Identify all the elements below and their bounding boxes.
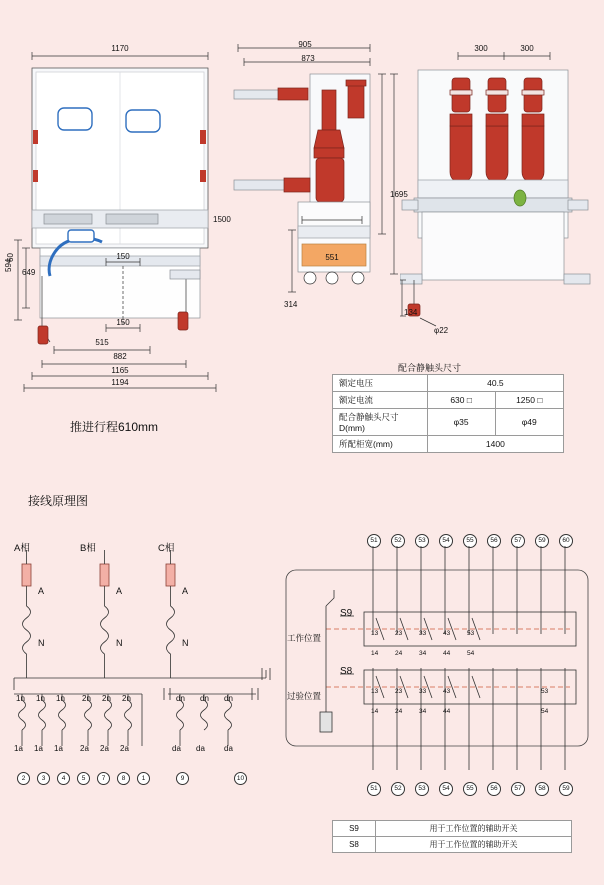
- dim-rear-134: 134: [404, 308, 418, 317]
- spec-label-contact-d: 配合静触头尺寸D(mm): [333, 409, 428, 436]
- dim-front-594: 594: [4, 258, 13, 272]
- terminal-top-57[interactable]: 57: [511, 534, 525, 548]
- dim-front-515: 515: [95, 338, 109, 347]
- s8-contact-34: 34: [419, 708, 427, 715]
- terminal-top-54[interactable]: 54: [439, 534, 453, 548]
- legend-key-s8: S8: [333, 837, 376, 853]
- front-view-caption: 推进行程610mm: [70, 420, 159, 434]
- terminal-4[interactable]: 4: [57, 772, 70, 785]
- s9-contact-24: 24: [395, 650, 403, 657]
- terminal-9[interactable]: 9: [176, 772, 189, 785]
- terminal-top-51[interactable]: 51: [367, 534, 381, 548]
- spec-table-title: 配合静触头尺寸: [398, 363, 462, 373]
- dim-front-150-top: 150: [116, 252, 130, 261]
- s8-contact-44: 44: [443, 708, 451, 715]
- s8-contact-53: 53: [541, 688, 549, 695]
- spec-label-current: 额定电流: [333, 392, 428, 409]
- side-view-drawing: [222, 30, 402, 360]
- phase-label-c: C相: [158, 543, 175, 554]
- s8-position-label: 过验位置: [287, 691, 322, 701]
- ct-label-2a-c: 2a: [120, 744, 129, 753]
- table-row: [333, 436, 564, 453]
- terminal-bottom-59[interactable]: 59: [559, 782, 573, 796]
- dim-front-649: 649: [22, 268, 36, 277]
- ct-label-2n-a: 2n: [82, 694, 91, 703]
- s9-contact-34: 34: [419, 650, 427, 657]
- terminal-5[interactable]: 5: [77, 772, 90, 785]
- ct-label-2a-b: 2a: [100, 744, 109, 753]
- dim-rear-300-left: 300: [474, 44, 488, 53]
- coil-label-a3: A: [182, 586, 189, 596]
- s9-contact-14: 14: [371, 650, 379, 657]
- dim-side-551: 551: [325, 253, 339, 262]
- table-row: [333, 821, 572, 837]
- ct-label-1n-c: 1n: [56, 694, 65, 703]
- s9-contact-43: 43: [443, 630, 451, 637]
- spec-value-cabinet-width: 1400: [427, 436, 563, 453]
- auxiliary-switch-schematic: [280, 546, 596, 792]
- dim-front-1165: 1165: [111, 366, 129, 375]
- ct-schematic: [8, 550, 288, 780]
- terminal-bottom-55[interactable]: 55: [463, 782, 477, 796]
- terminal-top-56[interactable]: 56: [487, 534, 501, 548]
- dim-side-873: 873: [301, 54, 315, 63]
- terminal-top-52[interactable]: 52: [391, 534, 405, 548]
- spec-value-current-630: 630 □: [427, 392, 495, 409]
- terminal-bottom-58[interactable]: 58: [535, 782, 549, 796]
- front-view-drawing: [10, 30, 240, 400]
- s8-contact-43: 43: [443, 688, 451, 695]
- ct-label-1n-a: 1n: [16, 694, 25, 703]
- spec-label-voltage: 额定电压: [333, 375, 428, 392]
- dim-front-150-bottom: 150: [116, 318, 130, 327]
- terminal-10[interactable]: 10: [234, 772, 247, 785]
- spec-value-d49: φ49: [495, 409, 563, 436]
- ct-label-1n-b: 1n: [36, 694, 45, 703]
- ct-label-dn-b: dn: [200, 694, 209, 703]
- ct-label-1a-b: 1a: [34, 744, 43, 753]
- spec-table: [332, 374, 564, 453]
- spec-value-current-1250: 1250 □: [495, 392, 563, 409]
- ct-label-1a-c: 1a: [54, 744, 63, 753]
- legend-desc-s9: 用于工作位置的辅助开关: [376, 821, 572, 837]
- dim-front-1194: 1194: [111, 378, 129, 387]
- coil-label-a2: A: [116, 586, 123, 596]
- switch-name-s8: S8: [340, 666, 353, 677]
- rear-view-drawing: [400, 30, 596, 360]
- ct-label-2a-a: 2a: [80, 744, 89, 753]
- s8-contact-24: 24: [395, 708, 403, 715]
- switch-name-s9: S9: [340, 608, 353, 619]
- phase-label-a: A相: [14, 543, 30, 554]
- s8-contact-13: 13: [371, 688, 379, 695]
- ct-label-dn-c: dn: [224, 694, 233, 703]
- table-row: [333, 375, 564, 392]
- dim-front-60: 60: [6, 253, 15, 262]
- terminal-bottom-51[interactable]: 51: [367, 782, 381, 796]
- spec-value-voltage: 40.5: [427, 375, 563, 392]
- s8-contact-54: 54: [541, 708, 549, 715]
- coil-label-n3: N: [182, 638, 189, 648]
- coil-label-n1: N: [38, 638, 45, 648]
- ct-label-2n-b: 2n: [102, 694, 111, 703]
- terminal-top-60[interactable]: 60: [559, 534, 573, 548]
- legend-desc-s8: 用于工作位置的辅助开关: [376, 837, 572, 853]
- dim-side-905: 905: [298, 40, 312, 49]
- s8-contact-14: 14: [371, 708, 379, 715]
- terminal-3[interactable]: 3: [37, 772, 50, 785]
- s9-contact-44: 44: [443, 650, 451, 657]
- s9-contact-54: 54: [467, 650, 475, 657]
- ct-label-da-b: da: [196, 744, 205, 753]
- ct-label-da-c: da: [224, 744, 233, 753]
- s9-contact-53: 53: [467, 630, 475, 637]
- table-row: [333, 837, 572, 853]
- dim-front-882: 882: [113, 352, 127, 361]
- dim-side-1500: 1500: [213, 215, 231, 224]
- terminal-top-59[interactable]: 59: [535, 534, 549, 548]
- terminal-2[interactable]: 2: [17, 772, 30, 785]
- spec-value-d35: φ35: [427, 409, 495, 436]
- ct-label-1a-a: 1a: [14, 744, 23, 753]
- s9-position-label: 工作位置: [287, 633, 322, 643]
- terminal-bottom-56[interactable]: 56: [487, 782, 501, 796]
- ct-label-2n-c: 2n: [122, 694, 131, 703]
- s9-contact-13: 13: [371, 630, 379, 637]
- terminal-bottom-52[interactable]: 52: [391, 782, 405, 796]
- dim-front-1170: 1170: [111, 44, 129, 53]
- terminal-bottom-54[interactable]: 54: [439, 782, 453, 796]
- terminal-1[interactable]: 1: [137, 772, 150, 785]
- coil-label-a1: A: [38, 586, 45, 596]
- table-row: [333, 392, 564, 409]
- wiring-title: 接线原理图: [28, 494, 89, 508]
- s8-contact-23: 23: [395, 688, 403, 695]
- dim-rear-phi22: φ22: [434, 326, 449, 335]
- dim-rear-300-right: 300: [520, 44, 534, 53]
- ct-label-da-a: da: [172, 744, 181, 753]
- terminal-bottom-57[interactable]: 57: [511, 782, 525, 796]
- phase-label-b: B相: [80, 543, 96, 554]
- table-row: [333, 409, 564, 436]
- terminal-top-53[interactable]: 53: [415, 534, 429, 548]
- terminal-top-55[interactable]: 55: [463, 534, 477, 548]
- s9-contact-23: 23: [395, 630, 403, 637]
- terminal-7[interactable]: 7: [97, 772, 110, 785]
- terminal-bottom-53[interactable]: 53: [415, 782, 429, 796]
- coil-label-n2: N: [116, 638, 123, 648]
- switch-legend-table: [332, 820, 572, 853]
- dim-side-1695: 1695: [390, 190, 408, 199]
- legend-key-s9: S9: [333, 821, 376, 837]
- s9-contact-33: 33: [419, 630, 427, 637]
- ct-label-dn-a: dn: [176, 694, 185, 703]
- spec-label-cabinet-width: 所配柜宽(mm): [333, 436, 428, 453]
- s8-contact-33: 33: [419, 688, 427, 695]
- terminal-8[interactable]: 8: [117, 772, 130, 785]
- dim-side-314: 314: [284, 300, 298, 309]
